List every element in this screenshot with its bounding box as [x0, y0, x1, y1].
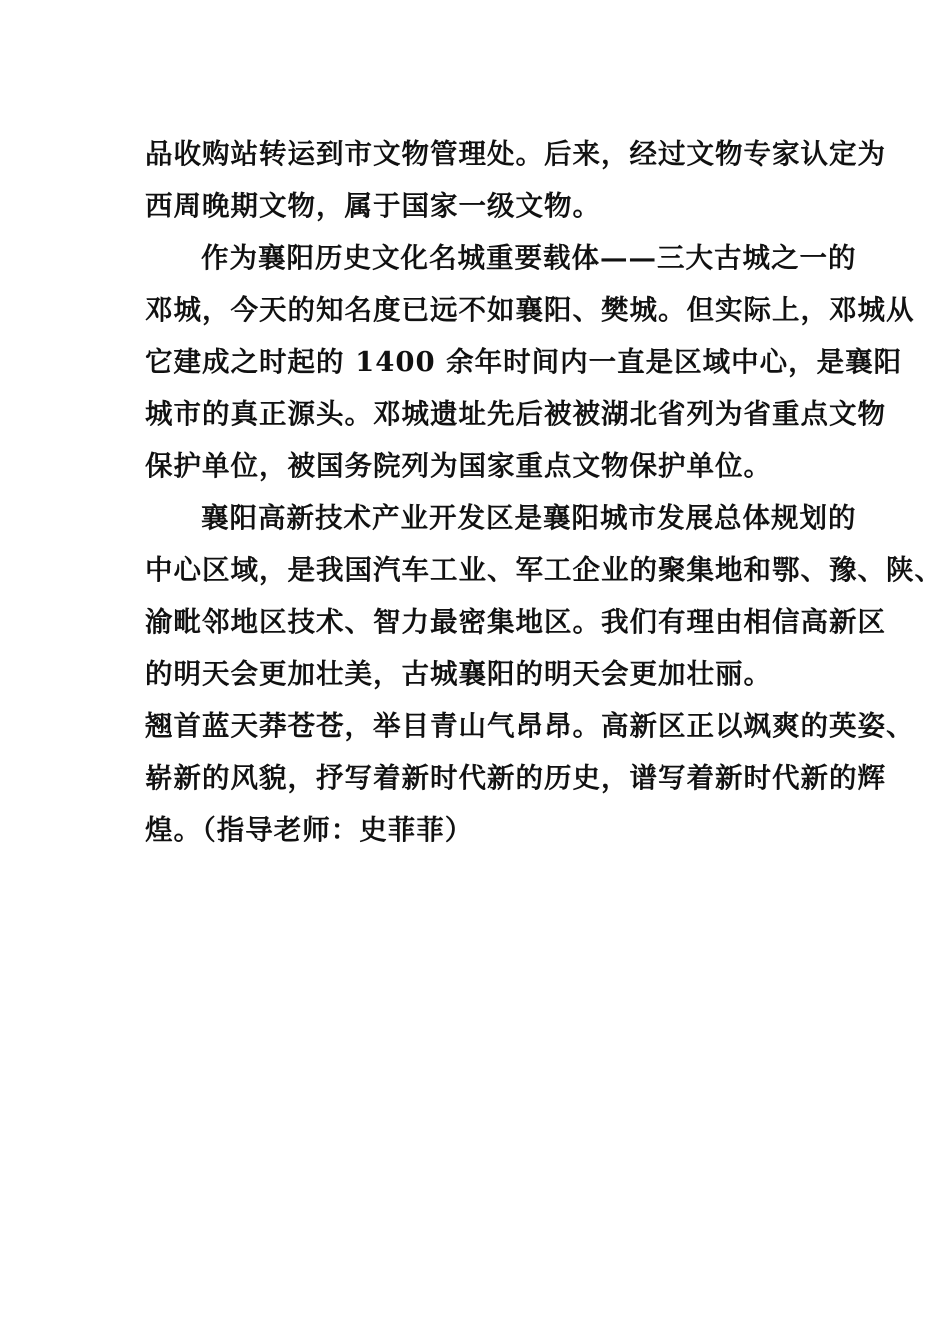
text-line: 崭新的风貌，抒写着新时代新的历史，谱写着新时代新的辉 [145, 762, 886, 794]
text-line: 它建成之时起的 1400 余年时间内一直是区域中心，是襄阳 [145, 346, 903, 378]
text-line: 渝毗邻地区技术、智力最密集地区。我们有理由相信高新区 [145, 606, 886, 638]
text-line: 品收购站转运到市文物管理处。后来，经过文物专家认定为 [145, 138, 886, 170]
text-line: 保护单位，被国务院列为国家重点文物保护单位。 [145, 450, 772, 482]
text-line: 西周晚期文物，属于国家一级文物。 [145, 190, 601, 222]
text-line: 邓城，今天的知名度已远不如襄阳、樊城。但实际上，邓城从 [145, 294, 915, 326]
text-line: 的明天会更加壮美，古城襄阳的明天会更加壮丽。 [145, 658, 772, 690]
text-line: 中心区域，是我国汽车工业、军工企业的聚集地和鄂、豫、陕、 [145, 554, 943, 586]
text-line: 城市的真正源头。邓城遗址先后被被湖北省列为省重点文物 [145, 398, 886, 430]
document-body [145, 128, 943, 856]
text-line: 煌。（指导老师：史菲菲） [145, 814, 474, 846]
paragraph-start-line: 翘首蓝天莽苍苍，举目青山气昂昂。高新区正以飒爽的英姿、 [145, 710, 915, 742]
paragraph-start-line: 襄阳高新技术产业开发区是襄阳城市发展总体规划的 [201, 502, 857, 534]
paragraph-start-line: 作为襄阳历史文化名城重要载体——三大古城之一的 [201, 242, 857, 274]
